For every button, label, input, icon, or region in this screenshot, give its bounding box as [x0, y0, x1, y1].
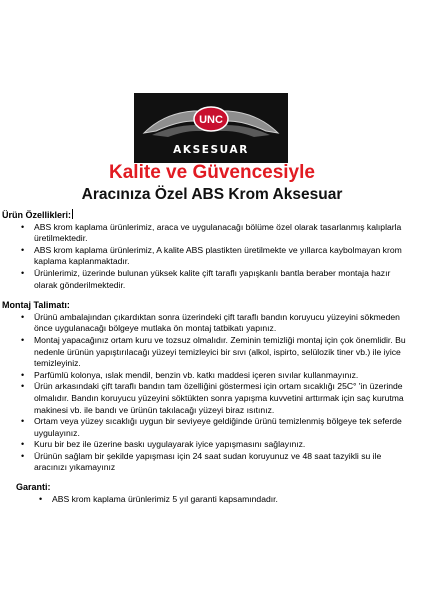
brand-logo — [134, 93, 288, 163]
list-item: • Montaj yapacağınız ortam kuru ve tozsuz olmalıdır. Zeminin temizliği montaj için çok önemlidir. Bu nedenle ürünün yapıştırılacağı yüzeyi temizleyici bir sıvı (alkol, ispirto, selülozik tiner vb.) ile iyice temizleyiniz. — [34, 335, 424, 370]
headline: Kalite ve Güvencesiyle — [109, 162, 315, 183]
list-item: • ABS krom kaplama ürünlerimiz 5 yıl garanti kapsamındadır. — [52, 494, 424, 506]
product-description — [0, 209, 424, 505]
subhead: Aracınıza Özel ABS Krom Aksesuar — [81, 186, 343, 203]
mounting-title: Montaj Talimatı: — [2, 300, 70, 311]
warranty-list — [0, 494, 424, 506]
list-item: • Parfümlü kolonya, ıslak mendil, benzin vb. katkı maddesi içeren sıvılar kullanmayınız. — [34, 370, 424, 382]
features-list — [0, 222, 424, 292]
list-item: • ABS krom kaplama ürünlerimiz, araca ve uygulanacağı bölüme özel olarak tasarlanmış kalıplarla üretilmektedir. — [34, 222, 424, 245]
text-cursor — [72, 209, 73, 219]
list-item: • Ortam veya yüzey sıcaklığı uygun bir seviyeye geldiğinde ürünü temizlenmiş bölgeye tek seferde uygulayınız. — [34, 416, 424, 439]
warranty-title: Garanti: — [16, 482, 51, 493]
features-title: Ürün Özellikleri: — [2, 210, 72, 220]
list-item: • Kuru bir bez ile üzerine baskı uygulayarak iyice yapışmasını sağlayınız. — [34, 439, 424, 451]
list-item: • Ürün arkasındaki çift taraflı bandın tam özelliğini göstermesi için ortam sıcaklığı 25C° 'in üzerinde olmalıdır. Bandın koruyucu yüzeyini söktükten sonra yapışma kuvvetini arttırmak için saç kurutma makinesi vb. ile bandı ve ürünün takılacağı yüzeyi biraz ısıtınız. — [34, 381, 424, 416]
list-item: • ABS krom kaplama ürünlerimiz, A kalite ABS plastikten üretilmekte ve yıllarca kaybolmayan krom kaplama kaplanmaktadır. — [34, 245, 424, 268]
logo-brand-text: AKSESUAR — [173, 144, 249, 156]
list-item: • Ürünü ambalajından çıkardıktan sonra üzerindeki çift taraflı bandın koruyucu yüzeyini sökmeden önce uygulanacağı bölgeye mutlaka ön montaj tatbikatı yapınız. — [34, 312, 424, 335]
list-item: • Ürünün sağlam bir şekilde yapışması için 24 saat sudan koruyunuz ve 48 saat tazyikli su ile aracınızı yıkamayınız — [34, 451, 424, 474]
logo-badge-text: UNC — [199, 114, 223, 126]
mounting-list — [0, 312, 424, 474]
list-item: • Ürünlerimiz, üzerinde bulunan yüksek kalite çift taraflı yapışkanlı bantla beraber montaja hazır olarak gönderilmektedir. — [34, 268, 424, 291]
